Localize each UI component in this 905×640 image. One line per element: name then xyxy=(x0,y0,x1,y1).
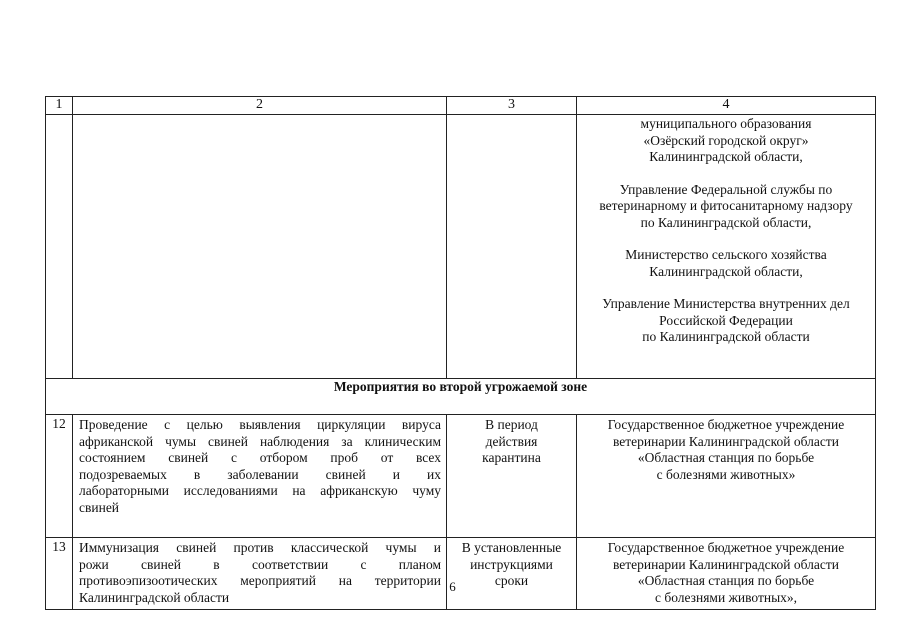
row-responsible: Государственное бюджетное учреждение ветеринарии Калининградской области «Областная станция по борьбе с болезнями животных» xyxy=(577,415,876,538)
continuation-row xyxy=(46,115,876,379)
section-heading-row xyxy=(46,379,876,415)
responsible-paragraph: Управление Федеральной службы по ветеринарному и фитосанитарному надзору по Калининградской области, xyxy=(599,181,853,230)
header-col-3: 3 xyxy=(447,97,577,115)
continuation-responsible-cell xyxy=(577,115,876,379)
continuation-action-cell xyxy=(73,115,447,379)
responsible-paragraph: муниципального образования «Озёрский городской округ» Калининградской области, xyxy=(640,116,812,164)
row-action: Иммунизация свиней против классической чумы и рожи свиней в соответствии с планом противоэпизоотических мероприятий на территории Калининградской области xyxy=(73,538,447,610)
responsible-paragraph: Управление Министерства внутренних дел Российской Федерации по Калининградской области xyxy=(602,296,850,344)
continuation-term-cell xyxy=(447,115,577,379)
row-term: В установленные инструкциями сроки xyxy=(447,538,577,610)
header-col-2: 2 xyxy=(73,97,447,115)
table-row xyxy=(46,538,876,610)
measures-table xyxy=(45,96,876,610)
column-number-header-row xyxy=(46,97,876,115)
row-number: 13 xyxy=(46,538,73,610)
row-term: В период действия карантина xyxy=(447,415,577,538)
row-number: 12 xyxy=(46,415,73,538)
responsible-paragraph: Министерство сельского хозяйства Калининградской области, xyxy=(625,247,827,279)
row-responsible: Государственное бюджетное учреждение ветеринарии Калининградской области «Областная станция по борьбе с болезнями животных», xyxy=(577,538,876,610)
continuation-num-cell xyxy=(46,115,73,379)
row-action: Проведение с целью выявления циркуляции вируса африканской чумы свиней наблюдения за клиническим состоянием свиней с отбором проб от всех подозреваемых в заболевании свиней и их лабораторными исследованиями на африканскую чуму свиней xyxy=(73,415,447,538)
header-col-4: 4 xyxy=(577,97,876,115)
header-col-1: 1 xyxy=(46,97,73,115)
section-title: Мероприятия во второй угрожаемой зоне xyxy=(46,379,876,415)
table-row xyxy=(46,415,876,538)
page-number: 6 xyxy=(449,579,456,594)
